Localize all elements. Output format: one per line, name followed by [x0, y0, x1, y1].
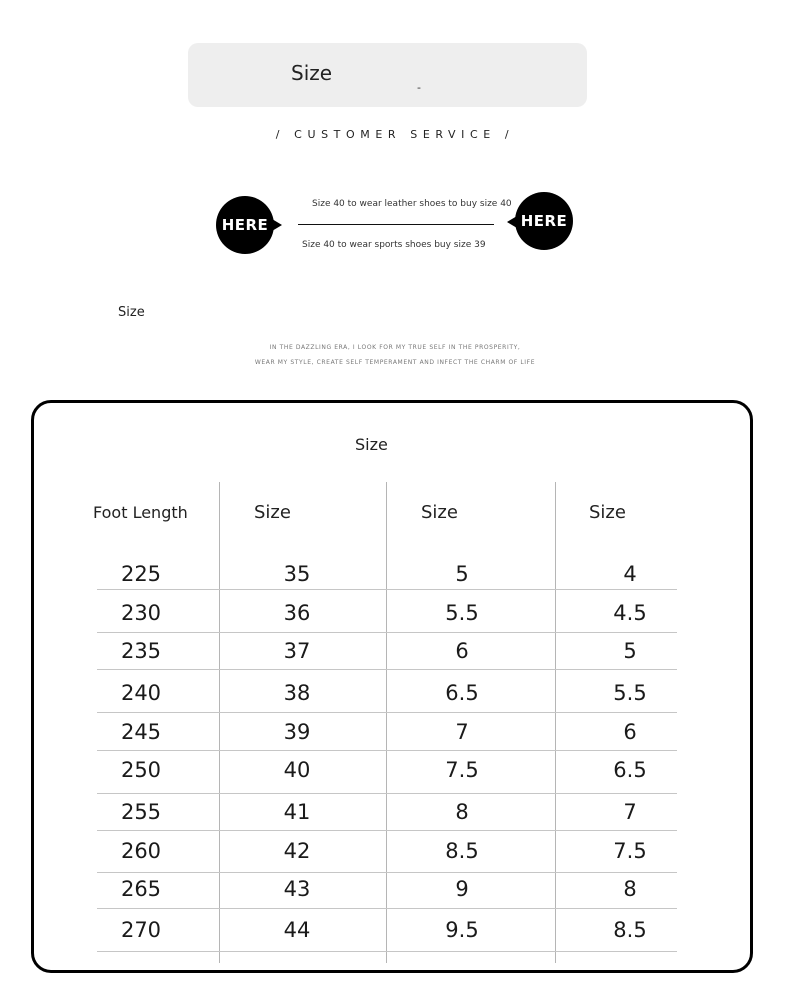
row-divider — [97, 712, 677, 713]
row-divider — [97, 632, 677, 633]
foot-length-cell: 270 — [120, 918, 162, 942]
size-eu-cell: 44 — [283, 918, 311, 942]
advice-divider — [298, 224, 494, 225]
size-us-cell: 7.5 — [613, 839, 647, 863]
banner-title: Size — [291, 61, 333, 85]
size-eu-cell: 38 — [283, 681, 311, 705]
header-foot-length: Foot Length — [93, 503, 188, 522]
size-uk-cell: 6 — [455, 639, 469, 663]
foot-length-cell: 260 — [120, 839, 162, 863]
size-eu-cell: 35 — [283, 562, 311, 586]
size-eu-cell: 39 — [283, 720, 311, 744]
row-divider — [97, 830, 677, 831]
row-divider — [97, 872, 677, 873]
size-eu-cell: 37 — [283, 639, 311, 663]
row-divider — [97, 951, 677, 952]
size-uk-cell: 9 — [455, 877, 469, 901]
section-label: Size — [118, 305, 145, 320]
advice-leather-shoes: Size 40 to wear leather shoes to buy size 40 — [312, 199, 512, 209]
column-divider — [555, 482, 556, 963]
here-badge-left-label: HERE — [221, 216, 269, 234]
column-divider — [386, 482, 387, 963]
row-divider — [97, 908, 677, 909]
size-eu-cell: 41 — [283, 800, 311, 824]
size-uk-cell: 5.5 — [445, 601, 479, 625]
size-us-cell: 6 — [623, 720, 637, 744]
size-uk-cell: 7 — [455, 720, 469, 744]
size-us-cell: 4.5 — [613, 601, 647, 625]
size-uk-cell: 7.5 — [445, 758, 479, 782]
size-eu-cell: 40 — [283, 758, 311, 782]
foot-length-cell: 235 — [120, 639, 162, 663]
here-badge-right-label: HERE — [520, 212, 568, 230]
size-us-cell: 7 — [623, 800, 637, 824]
row-divider — [97, 589, 677, 590]
size-us-cell: 6.5 — [613, 758, 647, 782]
size-chart-title: Size — [355, 435, 388, 454]
foot-length-cell: 230 — [120, 601, 162, 625]
header-size-us: Size — [589, 502, 626, 523]
size-eu-cell: 42 — [283, 839, 311, 863]
here-badge-left — [216, 196, 274, 254]
row-divider — [97, 669, 677, 670]
size-uk-cell: 6.5 — [445, 681, 479, 705]
foot-length-cell: 265 — [120, 877, 162, 901]
size-us-cell: 8.5 — [613, 918, 647, 942]
size-eu-cell: 36 — [283, 601, 311, 625]
foot-length-cell: 245 — [120, 720, 162, 744]
size-eu-cell: 43 — [283, 877, 311, 901]
size-uk-cell: 5 — [455, 562, 469, 586]
foot-length-cell: 225 — [120, 562, 162, 586]
size-uk-cell: 9.5 — [445, 918, 479, 942]
slogan-line-1: IN THE DAZZLING ERA, I LOOK FOR MY TRUE SELF IN THE PROSPERITY, — [269, 344, 521, 351]
foot-length-cell: 250 — [120, 758, 162, 782]
header-size-eu: Size — [254, 502, 291, 523]
header-size-uk: Size — [421, 502, 458, 523]
foot-length-cell: 255 — [120, 800, 162, 824]
banner-mark: - — [417, 81, 421, 94]
size-us-cell: 5 — [623, 639, 637, 663]
size-uk-cell: 8.5 — [445, 839, 479, 863]
size-us-cell: 4 — [623, 562, 637, 586]
customer-service-subtitle: / CUSTOMER SERVICE / — [275, 128, 515, 141]
slogan-line-2: WEAR MY STYLE, CREATE SELF TEMPERAMENT AND INFECT THE CHARM OF LIFE — [254, 359, 536, 366]
advice-sports-shoes: Size 40 to wear sports shoes buy size 39 — [302, 240, 486, 250]
here-badge-right — [515, 192, 573, 250]
size-us-cell: 5.5 — [613, 681, 647, 705]
row-divider — [97, 793, 677, 794]
title-banner — [188, 43, 587, 107]
size-uk-cell: 8 — [455, 800, 469, 824]
column-divider — [219, 482, 220, 963]
foot-length-cell: 240 — [120, 681, 162, 705]
row-divider — [97, 750, 677, 751]
size-us-cell: 8 — [623, 877, 637, 901]
